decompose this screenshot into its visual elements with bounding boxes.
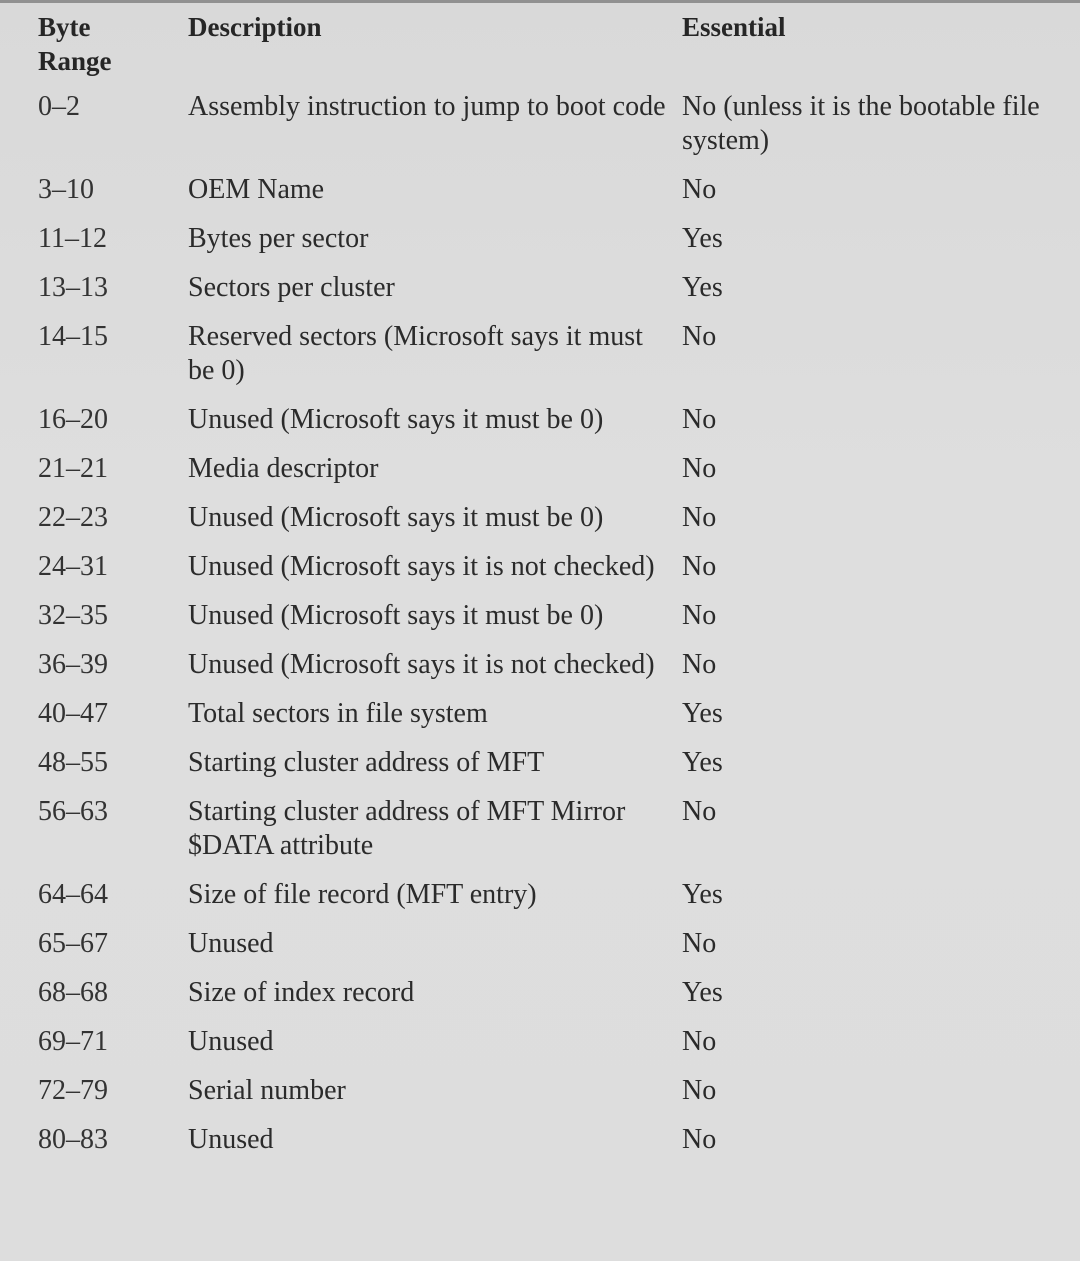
byte-range-cell: 69–71 bbox=[38, 1026, 108, 1057]
byte-range-cell: 72–79 bbox=[38, 1075, 108, 1106]
byte-range-cell: 36–39 bbox=[38, 649, 108, 680]
description-cell: Unused (Microsoft says it must be 0) bbox=[188, 600, 604, 631]
byte-range-cell: 80–83 bbox=[38, 1124, 108, 1155]
byte-range-cell: 64–64 bbox=[38, 879, 108, 910]
table-header-row bbox=[38, 8, 1074, 90]
table-row bbox=[38, 599, 1074, 648]
description-cell: Total sectors in file system bbox=[188, 698, 488, 729]
description-cell: Size of index record bbox=[188, 977, 415, 1008]
byte-range-cell: 40–47 bbox=[38, 698, 108, 729]
boot-sector-table bbox=[38, 8, 1074, 1172]
table-row bbox=[38, 1074, 1074, 1123]
essential-cell: No bbox=[682, 649, 717, 680]
essential-cell: No bbox=[682, 796, 717, 827]
byte-range-cell: 16–20 bbox=[38, 404, 108, 435]
essential-cell: Yes bbox=[682, 223, 723, 254]
table-row bbox=[38, 550, 1074, 599]
essential-cell: No bbox=[682, 551, 717, 582]
essential-cell: No bbox=[682, 502, 717, 533]
description-cell: Unused bbox=[188, 1124, 274, 1155]
essential-cell: No bbox=[682, 453, 717, 484]
essential-cell: Yes bbox=[682, 272, 723, 303]
description-cell: Unused (Microsoft says it must be 0) bbox=[188, 502, 604, 533]
essential-cell: No bbox=[682, 600, 717, 631]
table-row bbox=[38, 878, 1074, 927]
description-cell: Assembly instruction to jump to boot code bbox=[188, 91, 666, 122]
byte-range-cell: 32–35 bbox=[38, 600, 108, 631]
byte-range-cell: 21–21 bbox=[38, 453, 108, 484]
table-row bbox=[38, 320, 1074, 403]
description-cell: Media descriptor bbox=[188, 453, 379, 484]
byte-range-cell: 11–12 bbox=[38, 223, 107, 254]
description-cell: Serial number bbox=[188, 1075, 346, 1106]
byte-range-cell: 68–68 bbox=[38, 977, 108, 1008]
byte-range-cell: 48–55 bbox=[38, 747, 108, 778]
table-row bbox=[38, 222, 1074, 271]
header-byte-range: Byte Range bbox=[38, 12, 112, 76]
description-cell: Starting cluster address of MFT Mirror $DATA attribute bbox=[188, 796, 626, 861]
table-row bbox=[38, 976, 1074, 1025]
header-description: Description bbox=[188, 12, 322, 42]
table-row bbox=[38, 697, 1074, 746]
description-cell: Unused (Microsoft says it must be 0) bbox=[188, 404, 604, 435]
table-row bbox=[38, 90, 1074, 173]
essential-cell: Yes bbox=[682, 977, 723, 1008]
essential-cell: No bbox=[682, 404, 717, 435]
description-cell: Unused (Microsoft says it is not checked) bbox=[188, 649, 655, 680]
essential-cell: Yes bbox=[682, 747, 723, 778]
top-border-rule bbox=[0, 0, 1080, 3]
table-row bbox=[38, 1025, 1074, 1074]
byte-range-cell: 0–2 bbox=[38, 91, 80, 122]
description-cell: Unused bbox=[188, 1026, 274, 1057]
table-row bbox=[38, 501, 1074, 550]
description-cell: Sectors per cluster bbox=[188, 272, 395, 303]
header-essential: Essential bbox=[682, 12, 786, 42]
byte-range-cell: 24–31 bbox=[38, 551, 108, 582]
description-cell: Bytes per sector bbox=[188, 223, 369, 254]
table-row bbox=[38, 927, 1074, 976]
byte-range-cell: 65–67 bbox=[38, 928, 108, 959]
description-cell: Reserved sectors (Microsoft says it must be 0) bbox=[188, 321, 643, 386]
table-row bbox=[38, 1123, 1074, 1172]
description-cell: Unused (Microsoft says it is not checked) bbox=[188, 551, 655, 582]
table-row bbox=[38, 452, 1074, 501]
description-cell: Size of file record (MFT entry) bbox=[188, 879, 537, 910]
table-row bbox=[38, 648, 1074, 697]
table-row bbox=[38, 403, 1074, 452]
byte-range-cell: 22–23 bbox=[38, 502, 108, 533]
byte-range-cell: 14–15 bbox=[38, 321, 108, 352]
essential-cell: No bbox=[682, 1124, 717, 1155]
essential-cell: No bbox=[682, 1026, 717, 1057]
table-row bbox=[38, 173, 1074, 222]
essential-cell: Yes bbox=[682, 698, 723, 729]
essential-cell: No bbox=[682, 1075, 717, 1106]
essential-cell: No bbox=[682, 321, 717, 352]
description-cell: Unused bbox=[188, 928, 274, 959]
table-row bbox=[38, 795, 1074, 878]
essential-cell: No (unless it is the bootable file system) bbox=[682, 91, 1040, 156]
byte-range-cell: 56–63 bbox=[38, 796, 108, 827]
description-cell: Starting cluster address of MFT bbox=[188, 747, 545, 778]
description-cell: OEM Name bbox=[188, 174, 325, 205]
essential-cell: Yes bbox=[682, 879, 723, 910]
table-row bbox=[38, 746, 1074, 795]
table-row bbox=[38, 271, 1074, 320]
essential-cell: No bbox=[682, 174, 717, 205]
essential-cell: No bbox=[682, 928, 717, 959]
byte-range-cell: 13–13 bbox=[38, 272, 108, 303]
byte-range-cell: 3–10 bbox=[38, 174, 94, 205]
